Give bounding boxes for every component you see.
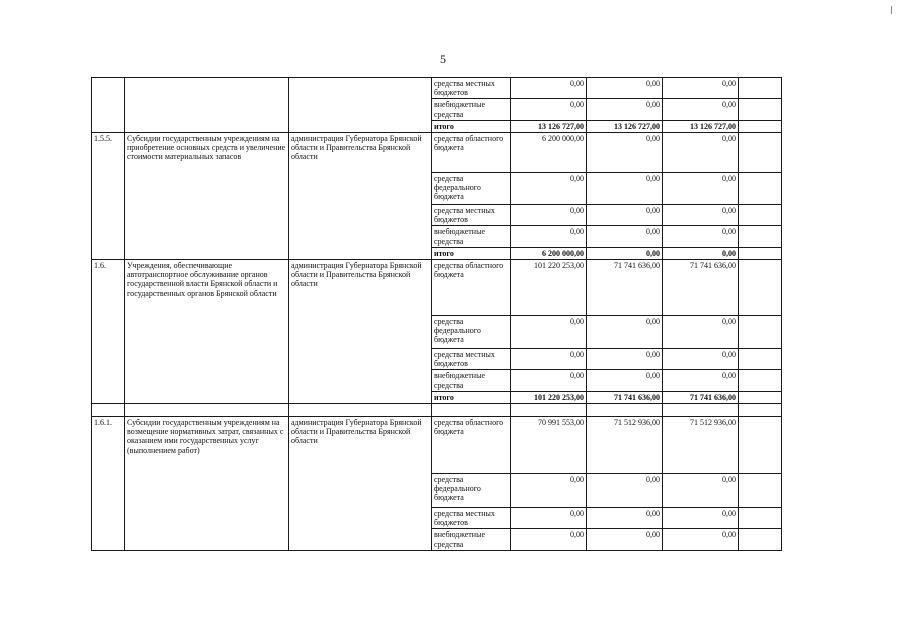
item-executor: администрация Губернатора Брянской области и Правительства Брянской области	[289, 260, 432, 404]
notes-cell	[739, 529, 782, 550]
notes-cell	[739, 226, 782, 247]
item-code: 1.5.5.	[92, 133, 125, 260]
funding-source-label: средства местных бюджетов	[432, 78, 511, 99]
amount-year-3: 0,00	[663, 133, 739, 173]
amount-year-3: 0,00	[663, 508, 739, 529]
amount-year-1: 13 126 727,00	[511, 120, 587, 132]
amount-year-3: 0,00	[663, 349, 739, 370]
budget-table	[91, 77, 782, 551]
amount-year-2: 0,00	[587, 529, 663, 550]
amount-year-1: 70 991 553,00	[511, 417, 587, 474]
amount-year-3: 0,00	[663, 474, 739, 508]
amount-year-3: 0,00	[663, 529, 739, 550]
spacer-cell	[432, 404, 511, 417]
spacer-cell	[739, 404, 782, 417]
item-code: 1.6.1.	[92, 417, 125, 551]
funding-source-label: средства местных бюджетов	[432, 205, 511, 226]
item-name	[125, 78, 289, 133]
notes-cell	[739, 260, 782, 316]
funding-source-label: средства областного бюджета	[432, 260, 511, 316]
item-executor: администрация Губернатора Брянской области и Правительства Брянской области	[289, 417, 432, 551]
page-number: 5	[440, 52, 446, 66]
amount-year-1: 6 200 000,00	[511, 247, 587, 259]
funding-source-label: внебюджетные средства	[432, 99, 511, 120]
amount-year-3: 0,00	[663, 316, 739, 349]
table-row	[92, 417, 782, 474]
notes-cell	[739, 99, 782, 120]
item-executor	[289, 78, 432, 133]
funding-source-label: итого	[432, 120, 511, 132]
item-name: Субсидии государственным учреждениям на возмещение нормативных затрат, связанных с оказанием ими государственных услуг (выполнением работ)	[125, 417, 289, 551]
notes-cell	[739, 474, 782, 508]
amount-year-1: 0,00	[511, 173, 587, 205]
notes-cell	[739, 133, 782, 173]
funding-source-label: итого	[432, 391, 511, 403]
amount-year-1: 0,00	[511, 205, 587, 226]
item-code	[92, 78, 125, 133]
notes-cell	[739, 370, 782, 391]
amount-year-2: 0,00	[587, 370, 663, 391]
notes-cell	[739, 508, 782, 529]
notes-cell	[739, 78, 782, 99]
spacer-cell	[587, 404, 663, 417]
amount-year-2: 13 126 727,00	[587, 120, 663, 132]
amount-year-1: 6 200 000,00	[511, 133, 587, 173]
spacer-cell	[511, 404, 587, 417]
amount-year-1: 0,00	[511, 508, 587, 529]
funding-source-label: средства областного бюджета	[432, 417, 511, 474]
notes-cell	[739, 349, 782, 370]
funding-source-label: средства федерального бюджета	[432, 474, 511, 508]
amount-year-1: 0,00	[511, 78, 587, 99]
amount-year-2: 71 741 636,00	[587, 260, 663, 316]
amount-year-3: 71 741 636,00	[663, 260, 739, 316]
amount-year-2: 0,00	[587, 99, 663, 120]
spacer-row	[92, 404, 782, 417]
amount-year-3: 71 512 936,00	[663, 417, 739, 474]
spacer-cell	[125, 404, 289, 417]
amount-year-2: 71 741 636,00	[587, 391, 663, 403]
amount-year-1: 0,00	[511, 529, 587, 550]
funding-source-label: средства местных бюджетов	[432, 349, 511, 370]
amount-year-3: 0,00	[663, 99, 739, 120]
amount-year-2: 0,00	[587, 508, 663, 529]
spacer-cell	[92, 404, 125, 417]
notes-cell	[739, 247, 782, 259]
funding-source-label: итого	[432, 247, 511, 259]
amount-year-1: 0,00	[511, 226, 587, 247]
funding-source-label: внебюджетные средства	[432, 226, 511, 247]
amount-year-2: 71 512 936,00	[587, 417, 663, 474]
amount-year-1: 101 220 253,00	[511, 260, 587, 316]
item-name: Субсидии государственным учреждениям на приобретение основных средств и увеличение стоимости материальных запасов	[125, 133, 289, 260]
notes-cell	[739, 205, 782, 226]
amount-year-3: 0,00	[663, 173, 739, 205]
amount-year-1: 101 220 253,00	[511, 391, 587, 403]
amount-year-3: 0,00	[663, 78, 739, 99]
amount-year-3: 0,00	[663, 247, 739, 259]
table-row	[92, 78, 782, 99]
amount-year-2: 0,00	[587, 474, 663, 508]
amount-year-2: 0,00	[587, 133, 663, 173]
amount-year-2: 0,00	[587, 349, 663, 370]
funding-source-label: средства областного бюджета	[432, 133, 511, 173]
notes-cell	[739, 316, 782, 349]
table-row	[92, 133, 782, 173]
funding-source-label: средства местных бюджетов	[432, 508, 511, 529]
amount-year-2: 0,00	[587, 226, 663, 247]
item-name: Учреждения, обеспечивающие автотранспортное обслуживание органов государственной власти Брянской области и государственных органов Брянской области	[125, 260, 289, 404]
spacer-cell	[289, 404, 432, 417]
amount-year-3: 0,00	[663, 370, 739, 391]
notes-cell	[739, 173, 782, 205]
amount-year-2: 0,00	[587, 247, 663, 259]
funding-source-label: средства федерального бюджета	[432, 316, 511, 349]
notes-cell	[739, 391, 782, 403]
amount-year-2: 0,00	[587, 205, 663, 226]
amount-year-2: 0,00	[587, 316, 663, 349]
item-executor: администрация Губернатора Брянской области и Правительства Брянской области	[289, 133, 432, 260]
spacer-cell	[663, 404, 739, 417]
amount-year-2: 0,00	[587, 173, 663, 205]
amount-year-2: 0,00	[587, 78, 663, 99]
amount-year-1: 0,00	[511, 316, 587, 349]
funding-source-label: средства федерального бюджета	[432, 173, 511, 205]
notes-cell	[739, 417, 782, 474]
funding-source-label: внебюджетные средства	[432, 370, 511, 391]
amount-year-1: 0,00	[511, 349, 587, 370]
table-row	[92, 260, 782, 316]
amount-year-3: 13 126 727,00	[663, 120, 739, 132]
amount-year-3: 0,00	[663, 226, 739, 247]
edge-mark	[891, 6, 892, 14]
item-code: 1.6.	[92, 260, 125, 404]
notes-cell	[739, 120, 782, 132]
amount-year-3: 71 741 636,00	[663, 391, 739, 403]
amount-year-1: 0,00	[511, 370, 587, 391]
amount-year-1: 0,00	[511, 99, 587, 120]
amount-year-3: 0,00	[663, 205, 739, 226]
amount-year-1: 0,00	[511, 474, 587, 508]
funding-source-label: внебюджетные средства	[432, 529, 511, 550]
